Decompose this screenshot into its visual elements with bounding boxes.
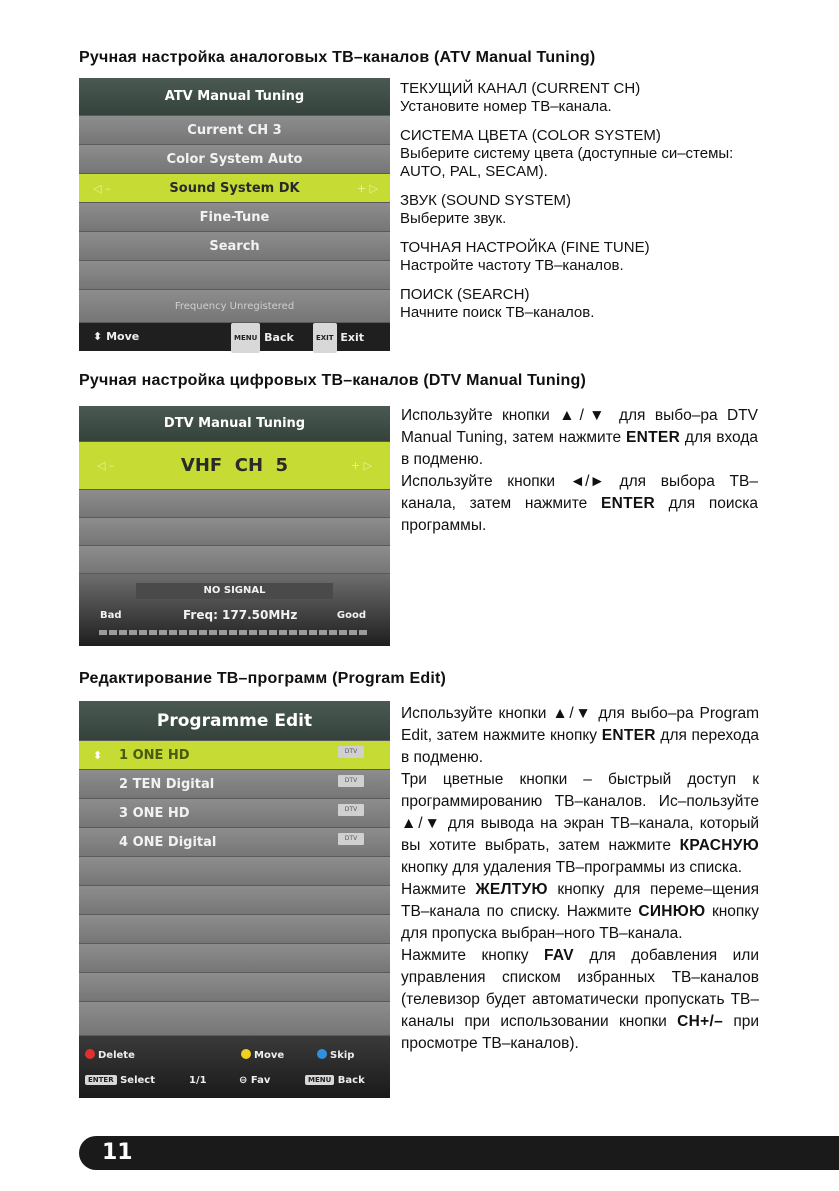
edit-desc-text: при просмотре ТВ–каналов). — [401, 1013, 759, 1052]
program-row[interactable] — [79, 741, 390, 770]
signal-meter — [99, 630, 369, 635]
yellow-key-label: ЖЕЛТУЮ — [475, 881, 548, 898]
enter-key-label: ENTER — [601, 727, 656, 744]
edit-desc-text: кнопку для переме–щения ТВ–канала по списку. Нажмите — [401, 881, 759, 920]
dtv-desc-text: для входа в подменю. — [401, 429, 758, 468]
atv-empty-row — [79, 261, 390, 290]
up-down-icon: ⬍ — [93, 749, 103, 762]
program-empty-row — [79, 1002, 390, 1036]
select-hint — [85, 1075, 155, 1086]
enter-key-label: ENTER — [600, 495, 655, 512]
program-name: 4 ONE Digital — [119, 835, 217, 850]
atv-menu-panel — [79, 78, 390, 351]
desc-text: Начните поиск ТВ–каналов. — [400, 304, 595, 321]
atv-description — [400, 80, 760, 322]
move-hint — [241, 1049, 284, 1061]
desc-caption: СИСТЕМА ЦВЕТА (COLOR SYSTEM) — [400, 127, 661, 144]
edit-desc-text: кнопку для удаления ТВ–программы из списка. — [401, 859, 743, 876]
signal-bad-label: Bad — [100, 610, 122, 621]
program-empty-row — [79, 857, 390, 886]
dtv-desc-text: для поиска программы. — [401, 495, 758, 534]
desc-current-ch — [400, 80, 760, 116]
no-signal-badge: NO SIGNAL — [136, 583, 333, 599]
dtv-desc-text: Используйте кнопки ◄/► для выбора ТВ–канала, затем нажмите — [401, 473, 758, 512]
blue-button-icon — [317, 1049, 327, 1059]
skip-hint — [317, 1049, 354, 1061]
edit-desc-text: Нажмите — [401, 881, 467, 898]
atv-item-color-system[interactable]: Color System Auto — [79, 145, 390, 174]
edit-heading: Редактирование ТВ–программ (Program Edit) — [79, 670, 447, 687]
program-row[interactable] — [79, 770, 390, 799]
program-edit-footer — [79, 1036, 390, 1098]
left-arrow-icon[interactable]: ◁ – — [97, 459, 115, 472]
menu-key-icon: MENU — [231, 323, 260, 353]
back-label: Back — [264, 331, 294, 344]
skip-label: Skip — [330, 1050, 355, 1061]
move-label: Move — [106, 330, 140, 343]
move-label: Move — [254, 1050, 285, 1061]
select-label: Select — [120, 1075, 155, 1086]
fav-label: Fav — [250, 1075, 271, 1086]
program-row[interactable] — [79, 828, 390, 857]
dtv-empty-row — [79, 546, 390, 574]
desc-color-system — [400, 127, 760, 181]
dtv-desc-text: Используйте кнопки ▲/▼ для выбо–ра DTV Manual Tuning, затем нажмите — [401, 407, 758, 446]
dtv-badge: DTV — [338, 775, 364, 787]
menu-key-icon: MENU — [305, 1075, 334, 1085]
program-edit-title: Programme Edit — [79, 701, 390, 741]
atv-item-sound-system[interactable] — [79, 174, 390, 203]
dtv-signal-area — [79, 574, 390, 646]
program-empty-row — [79, 886, 390, 915]
dtv-description — [401, 405, 758, 537]
delete-label: Delete — [98, 1050, 135, 1061]
dtv-channel-selector[interactable] — [79, 442, 390, 490]
program-name: 1 ONE HD — [119, 748, 190, 763]
program-empty-row — [79, 973, 390, 1002]
program-empty-row — [79, 915, 390, 944]
red-button-icon — [85, 1049, 95, 1059]
dtv-badge: DTV — [338, 833, 364, 845]
desc-text: Выберите звук. — [400, 210, 507, 227]
edit-desc-text: Используйте кнопки ▲/▼ для выбо–ра Program Edit, затем нажмите кнопку — [401, 705, 759, 744]
dtv-menu-title: DTV Manual Tuning — [79, 406, 390, 442]
page-number: 11 — [102, 1140, 133, 1165]
atv-item-search[interactable]: Search — [79, 232, 390, 261]
delete-hint — [85, 1049, 135, 1061]
fav-icon: ⊖ — [239, 1075, 248, 1086]
dtv-menu-panel — [79, 406, 390, 646]
atv-footer — [79, 323, 390, 351]
right-arrow-icon[interactable]: + ▷ — [350, 459, 372, 472]
page-indicator: 1/1 — [189, 1075, 207, 1086]
desc-caption: ТЕКУЩИЙ КАНАЛ (CURRENT CH) — [400, 80, 641, 97]
desc-sound-system — [400, 192, 760, 228]
edit-description — [401, 703, 759, 1055]
enter-key-icon: ENTER — [85, 1075, 117, 1085]
program-name: 2 TEN Digital — [119, 777, 215, 792]
program-row[interactable] — [79, 799, 390, 828]
back-label: Back — [337, 1075, 365, 1086]
desc-fine-tune — [400, 239, 760, 275]
edit-desc-text: Нажмите кнопку — [401, 947, 529, 964]
exit-label: Exit — [340, 331, 365, 344]
desc-text: Выберите систему цвета (доступные си–стемы: AUTO, PAL, SECAM). — [400, 145, 734, 180]
atv-footer-move — [93, 323, 139, 351]
yellow-button-icon — [241, 1049, 251, 1059]
signal-good-label: Good — [336, 610, 366, 621]
fav-key-label: FAV — [543, 947, 574, 964]
dtv-badge: DTV — [338, 746, 364, 758]
dtv-badge: DTV — [338, 804, 364, 816]
edit-desc-text: кнопку для пропуска выбран–ного ТВ–канала. — [401, 903, 759, 942]
dtv-empty-row — [79, 490, 390, 518]
enter-key-label: ENTER — [626, 429, 681, 446]
frequency-readout: Freq: 177.50MHz — [183, 608, 298, 622]
edit-desc-text: для перехода в подменю. — [401, 727, 759, 766]
atv-footer-back — [231, 323, 294, 353]
atv-item-current-ch[interactable]: Current CH 3 — [79, 116, 390, 145]
program-edit-panel — [79, 701, 390, 1098]
desc-caption: ТОЧНАЯ НАСТРОЙКА (FINE TUNE) — [400, 239, 650, 256]
fav-hint — [239, 1075, 270, 1086]
desc-text: Установите номер ТВ–канала. — [400, 98, 612, 115]
atv-menu-title: ATV Manual Tuning — [79, 78, 390, 116]
desc-search — [400, 286, 760, 322]
ch-key-label: CH+/– — [677, 1013, 724, 1030]
edit-desc-text: Три цветные кнопки – быстрый доступ к программированию ТВ–каналов. Ис–пользуйте ▲/▼ для вывода на экран ТВ–канала, который вы хотите выбрать, затем нажмите — [401, 771, 759, 854]
left-arrow-icon[interactable]: ◁ – — [93, 182, 111, 195]
desc-caption: ЗВУК (SOUND SYSTEM) — [400, 192, 572, 209]
dtv-heading: Ручная настройка цифровых ТВ–каналов (DTV Manual Tuning) — [79, 372, 586, 389]
up-down-icon: ⬍ — [93, 330, 103, 343]
atv-heading: Ручная настройка аналоговых ТВ–каналов (ATV Manual Tuning) — [79, 49, 596, 66]
desc-caption: ПОИСК (SEARCH) — [400, 286, 530, 303]
desc-text: Настройте частоту ТВ–каналов. — [400, 257, 624, 274]
program-empty-row — [79, 944, 390, 973]
back-hint — [305, 1075, 365, 1086]
blue-key-label: СИНЮЮ — [638, 903, 706, 920]
right-arrow-icon[interactable]: + ▷ — [356, 182, 378, 195]
dtv-empty-row — [79, 518, 390, 546]
atv-footer-exit — [313, 323, 364, 353]
program-name: 3 ONE HD — [119, 806, 190, 821]
exit-key-icon: EXIT — [313, 323, 337, 353]
page-footer-bar — [79, 1136, 839, 1170]
atv-status: Frequency Unregistered — [79, 290, 390, 323]
red-key-label: КРАСНУЮ — [679, 837, 760, 854]
dtv-channel: VHF CH 5 — [180, 455, 289, 476]
atv-item-sound-system-label: Sound System DK — [169, 181, 300, 196]
atv-item-fine-tune[interactable]: Fine-Tune — [79, 203, 390, 232]
edit-desc-text: для добавления или управления списком избранных ТВ–каналов (телевизор будет автоматически пропускать ТВ–каналы при использовании кнопки — [401, 947, 759, 1030]
